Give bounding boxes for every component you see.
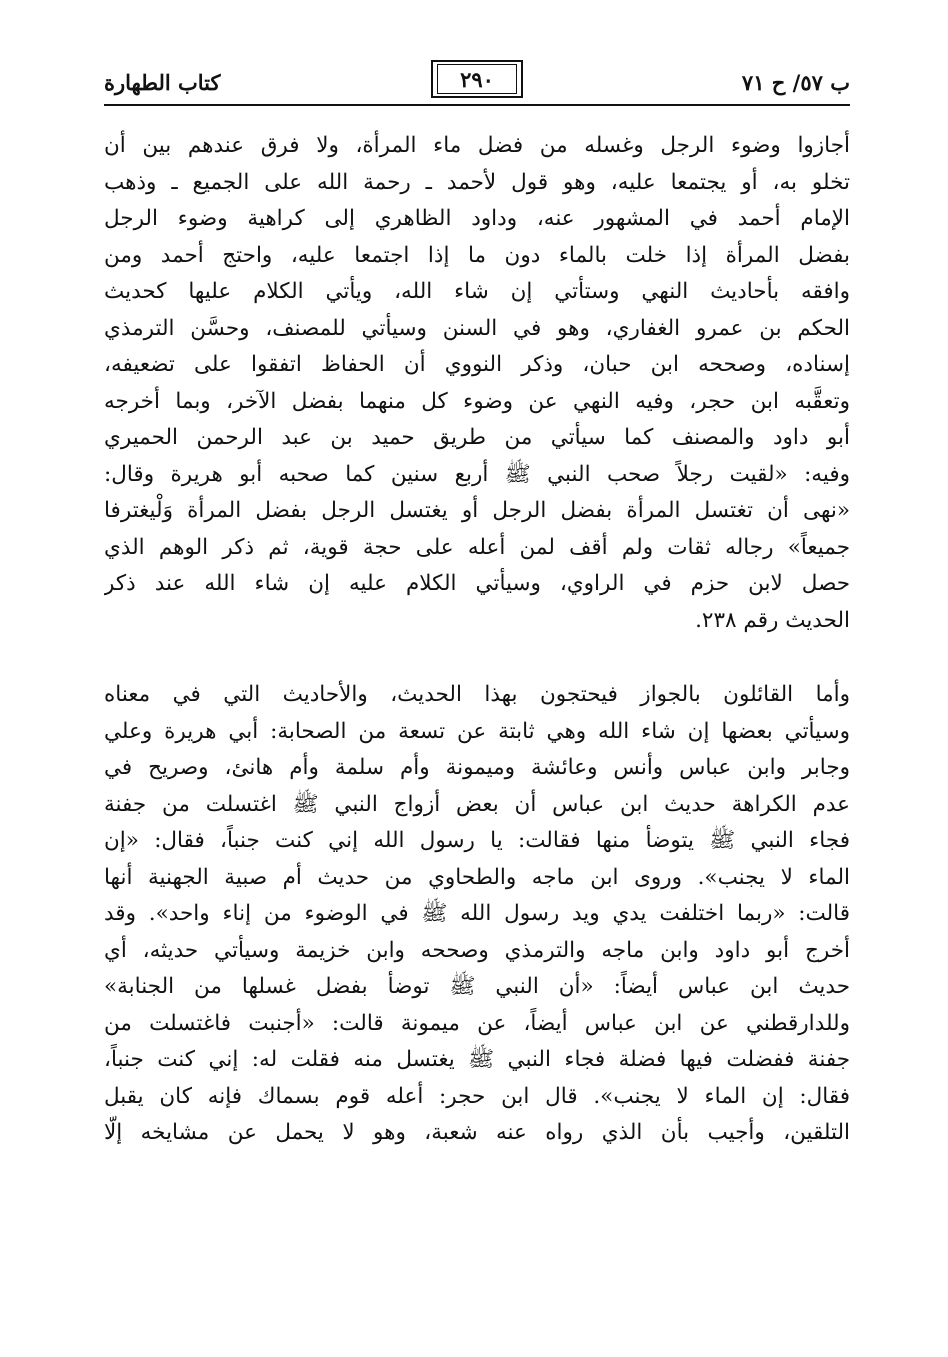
text-line: فجاء النبي ﷺ يتوضأ منها فقالت: يا رسول الله إني كنت جنباً، فقال: «إن bbox=[104, 828, 850, 853]
paragraph-2 bbox=[104, 677, 850, 1152]
text-line: قالت: «ربما اختلفت يدي ويد رسول الله ﷺ في الوضوء من إناء واحد». وقد bbox=[104, 901, 850, 926]
text-line: وأما القائلون بالجواز فيحتجون بهذا الحديث، والأحاديث التي في معناه bbox=[104, 682, 850, 707]
text-line: فقال: إن الماء لا يجنب». قال ابن حجر: أعله قوم بسماك فإنه كان يقبل bbox=[104, 1083, 850, 1109]
text-line: وافقه بأحاديث النهي وستأتي إن شاء الله، ويأتي الكلام عليها كحديث bbox=[104, 279, 850, 304]
text-line: وتعقَّبه ابن حجر، وفيه النهي عن وضوء كل منهما بفضل الآخر، وبما أخرجه bbox=[104, 388, 850, 414]
text-line: جفنة ففضلت فيها فضلة فجاء النبي ﷺ يغتسل منه فقلت له: إني كنت جنباً، bbox=[104, 1047, 850, 1072]
book-title: كتاب الطهارة bbox=[104, 70, 221, 95]
body-text bbox=[104, 128, 850, 1152]
text-line: «نهى أن تغتسل المرأة بفضل الرجل أو يغتسل الرجل بفضل المرأة وَلْيغترفا bbox=[104, 498, 850, 523]
text-line: أجازوا وضوء الرجل وغسله من فضل ماء المرأة، ولا فرق عندهم بين أن bbox=[104, 133, 850, 158]
text-line: وفيه: «لقيت رجلاً صحب النبي ﷺ أربع سنين كما صحبه أبو هريرة وقال: bbox=[104, 461, 850, 487]
chapter-reference: ب ٥٧/ ح ٧١ bbox=[741, 70, 850, 95]
text-line: تخلو به، أو يجتمعا عليه، وهو قول لأحمد ـ رحمة الله على الجميع ـ وذهب bbox=[104, 169, 850, 195]
page-number: ٢٩٠ bbox=[460, 67, 494, 92]
text-line: التلقين، وأجيب بأن الذي رواه عنه شعبة، وهو لا يحمل عن مشايخه إلّا bbox=[104, 1120, 850, 1145]
text-line: أبو داود والمصنف كما سيأتي من طريق حميد بن عبد الرحمن الحميري bbox=[104, 425, 850, 450]
text-line: حصل لابن حزم في الراوي، وسيأتي الكلام عليه إن شاء الله عند ذكر bbox=[104, 571, 850, 596]
paragraph-gap bbox=[104, 639, 850, 677]
text-line: حديث ابن عباس أيضاً: «أن النبي ﷺ توضأ بفضل غسلها من الجنابة» bbox=[104, 974, 850, 999]
text-line: وجابر وابن عباس وأنس وعائشة وميمونة وأم سلمة وأم هانئ، وصريح في bbox=[104, 755, 850, 780]
page-header bbox=[104, 60, 850, 102]
text-line: الماء لا يجنب». وروى ابن ماجه والطحاوي من حديث أم صبية الجهنية أنها bbox=[104, 864, 850, 890]
text-line: إسناده، وصححه ابن حبان، وذكر النووي أن الحفاظ اتفقوا على تضعيفه، bbox=[104, 352, 850, 377]
paragraph-1 bbox=[104, 128, 850, 639]
text-line: بفضل المرأة إذا خلت بالماء دون ما إذا اجتمعا عليه، واحتج أحمد ومن bbox=[104, 242, 850, 268]
text-line: الإمام أحمد في المشهور عنه، وداود الظاهري إلى كراهية وضوء الرجل bbox=[104, 206, 850, 231]
text-line: الحكم بن عمرو الغفاري، وهو في السنن وسيأتي للمصنف، وحسَّن الترمذي bbox=[104, 315, 850, 341]
text-line: عدم الكراهة حديث ابن عباس أن بعض أزواج النبي ﷺ اغتسلت من جفنة bbox=[104, 791, 850, 817]
page-number-frame bbox=[431, 60, 523, 98]
text-line: وسيأتي بعضها إن شاء الله وهي ثابتة عن تسعة من الصحابة: أبي هريرة وعلي bbox=[104, 718, 850, 744]
text-line: الحديث رقم ٢٣٨. bbox=[695, 607, 850, 633]
text-line: جميعاً» رجاله ثقات ولم أقف لمن أعله على حجة قوية، ثم ذكر الوهم الذي bbox=[104, 534, 850, 560]
header-divider bbox=[104, 104, 850, 106]
text-line: أخرج أبو داود وابن ماجه والترمذي وصححه وابن خزيمة وسيأتي حديثه، أي bbox=[104, 937, 850, 963]
text-line: وللدارقطني عن ابن عباس أيضاً، عن ميمونة قالت: «أجنبت فاغتسلت من bbox=[104, 1010, 850, 1036]
